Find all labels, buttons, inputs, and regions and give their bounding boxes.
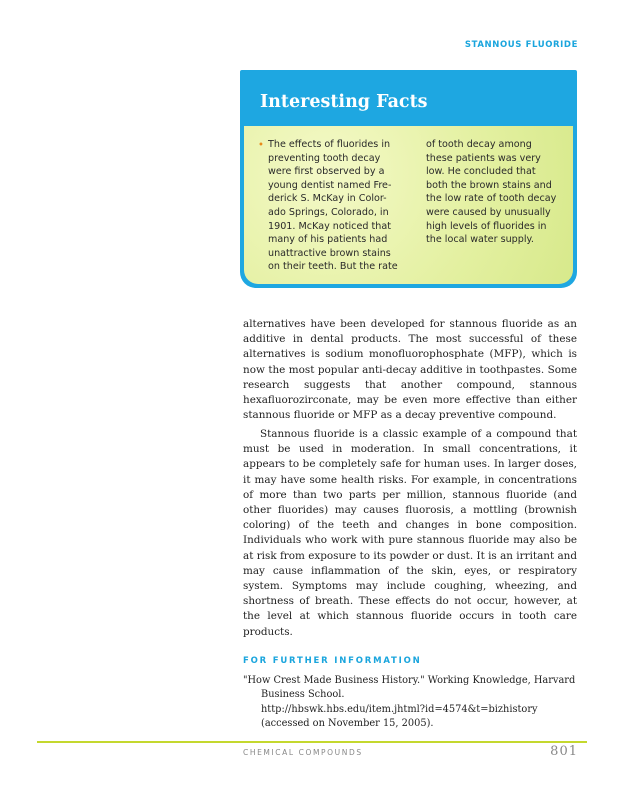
- entry-line-1: "How Crest Made Business History." Working Knowledge, Harvard: [243, 675, 576, 686]
- running-header: STANNOUS FLUORIDE: [464, 40, 578, 50]
- body-paragraph-2: Stannous fluoride is a classic example of a compound that must be used in moderation. In small concentrations, it appears to be completely safe for human uses. In larger doses, it may have some health risks. For example, in concentrations of more than two parts per million, stannous fluoride (and other fluorides) may causes fluorosis, a mottling (brownish coloring) of the teeth and changes in bone composition. Individuals who work with pure stannous fluoride may also be at risk from exposure to its powder or dust. It is an irritant and may cause inflammation of the skin, eyes, or respiratory system. Symptoms may include coughing, wheezing, and shortness of breath. These effects do not occur, however, at the level at which stannous fluoride occurs in tooth care products.: [243, 428, 577, 638]
- facts-box-title: Interesting Facts: [260, 92, 428, 112]
- bibliography-entry: [243, 674, 583, 732]
- footer-book-title: CHEMICAL COMPOUNDS: [243, 748, 363, 757]
- interesting-facts-box: [240, 70, 577, 288]
- body-paragraph-1: alternatives have been developed for stannous fluoride as an additive in dental products. The most successful of these alternatives is sodium monofluorophosphate (MFP), which is now the most popular anti-decay additive in toothpastes. Some research suggests that another compound, stannous hexafluorozirconate, may be even more effective than either stannous fluoride or MFP as a decay preventive compound.: [243, 318, 577, 422]
- further-information-heading: FOR FURTHER INFORMATION: [243, 656, 422, 666]
- facts-left-column: The effects of fluorides in preventing tooth decay were first observed by a young dentist named Fre- derick S. McKay in Color- ado Springs, Colorado, in 1901. McKay noticed that many of his patients had unattractive brown stains on their teeth. But the rate: [268, 139, 398, 273]
- footer-rule: [37, 741, 587, 743]
- entry-line-2: Business School.: [261, 689, 345, 701]
- bullet-icon: •: [258, 140, 264, 151]
- page-number: 801: [550, 744, 578, 759]
- entry-accessed: (accessed on November 15, 2005).: [261, 718, 434, 730]
- facts-box-content: [244, 126, 573, 284]
- facts-right-column: of tooth decay among these patients was very low. He concluded that both the brown stains and the low rate of tooth decay were caused by unusually high levels of fluorides in the local water supply.: [426, 139, 557, 246]
- entry-url[interactable]: http://hbswk.hbs.edu/item.jhtml?id=4574&t=bizhistory: [261, 703, 538, 715]
